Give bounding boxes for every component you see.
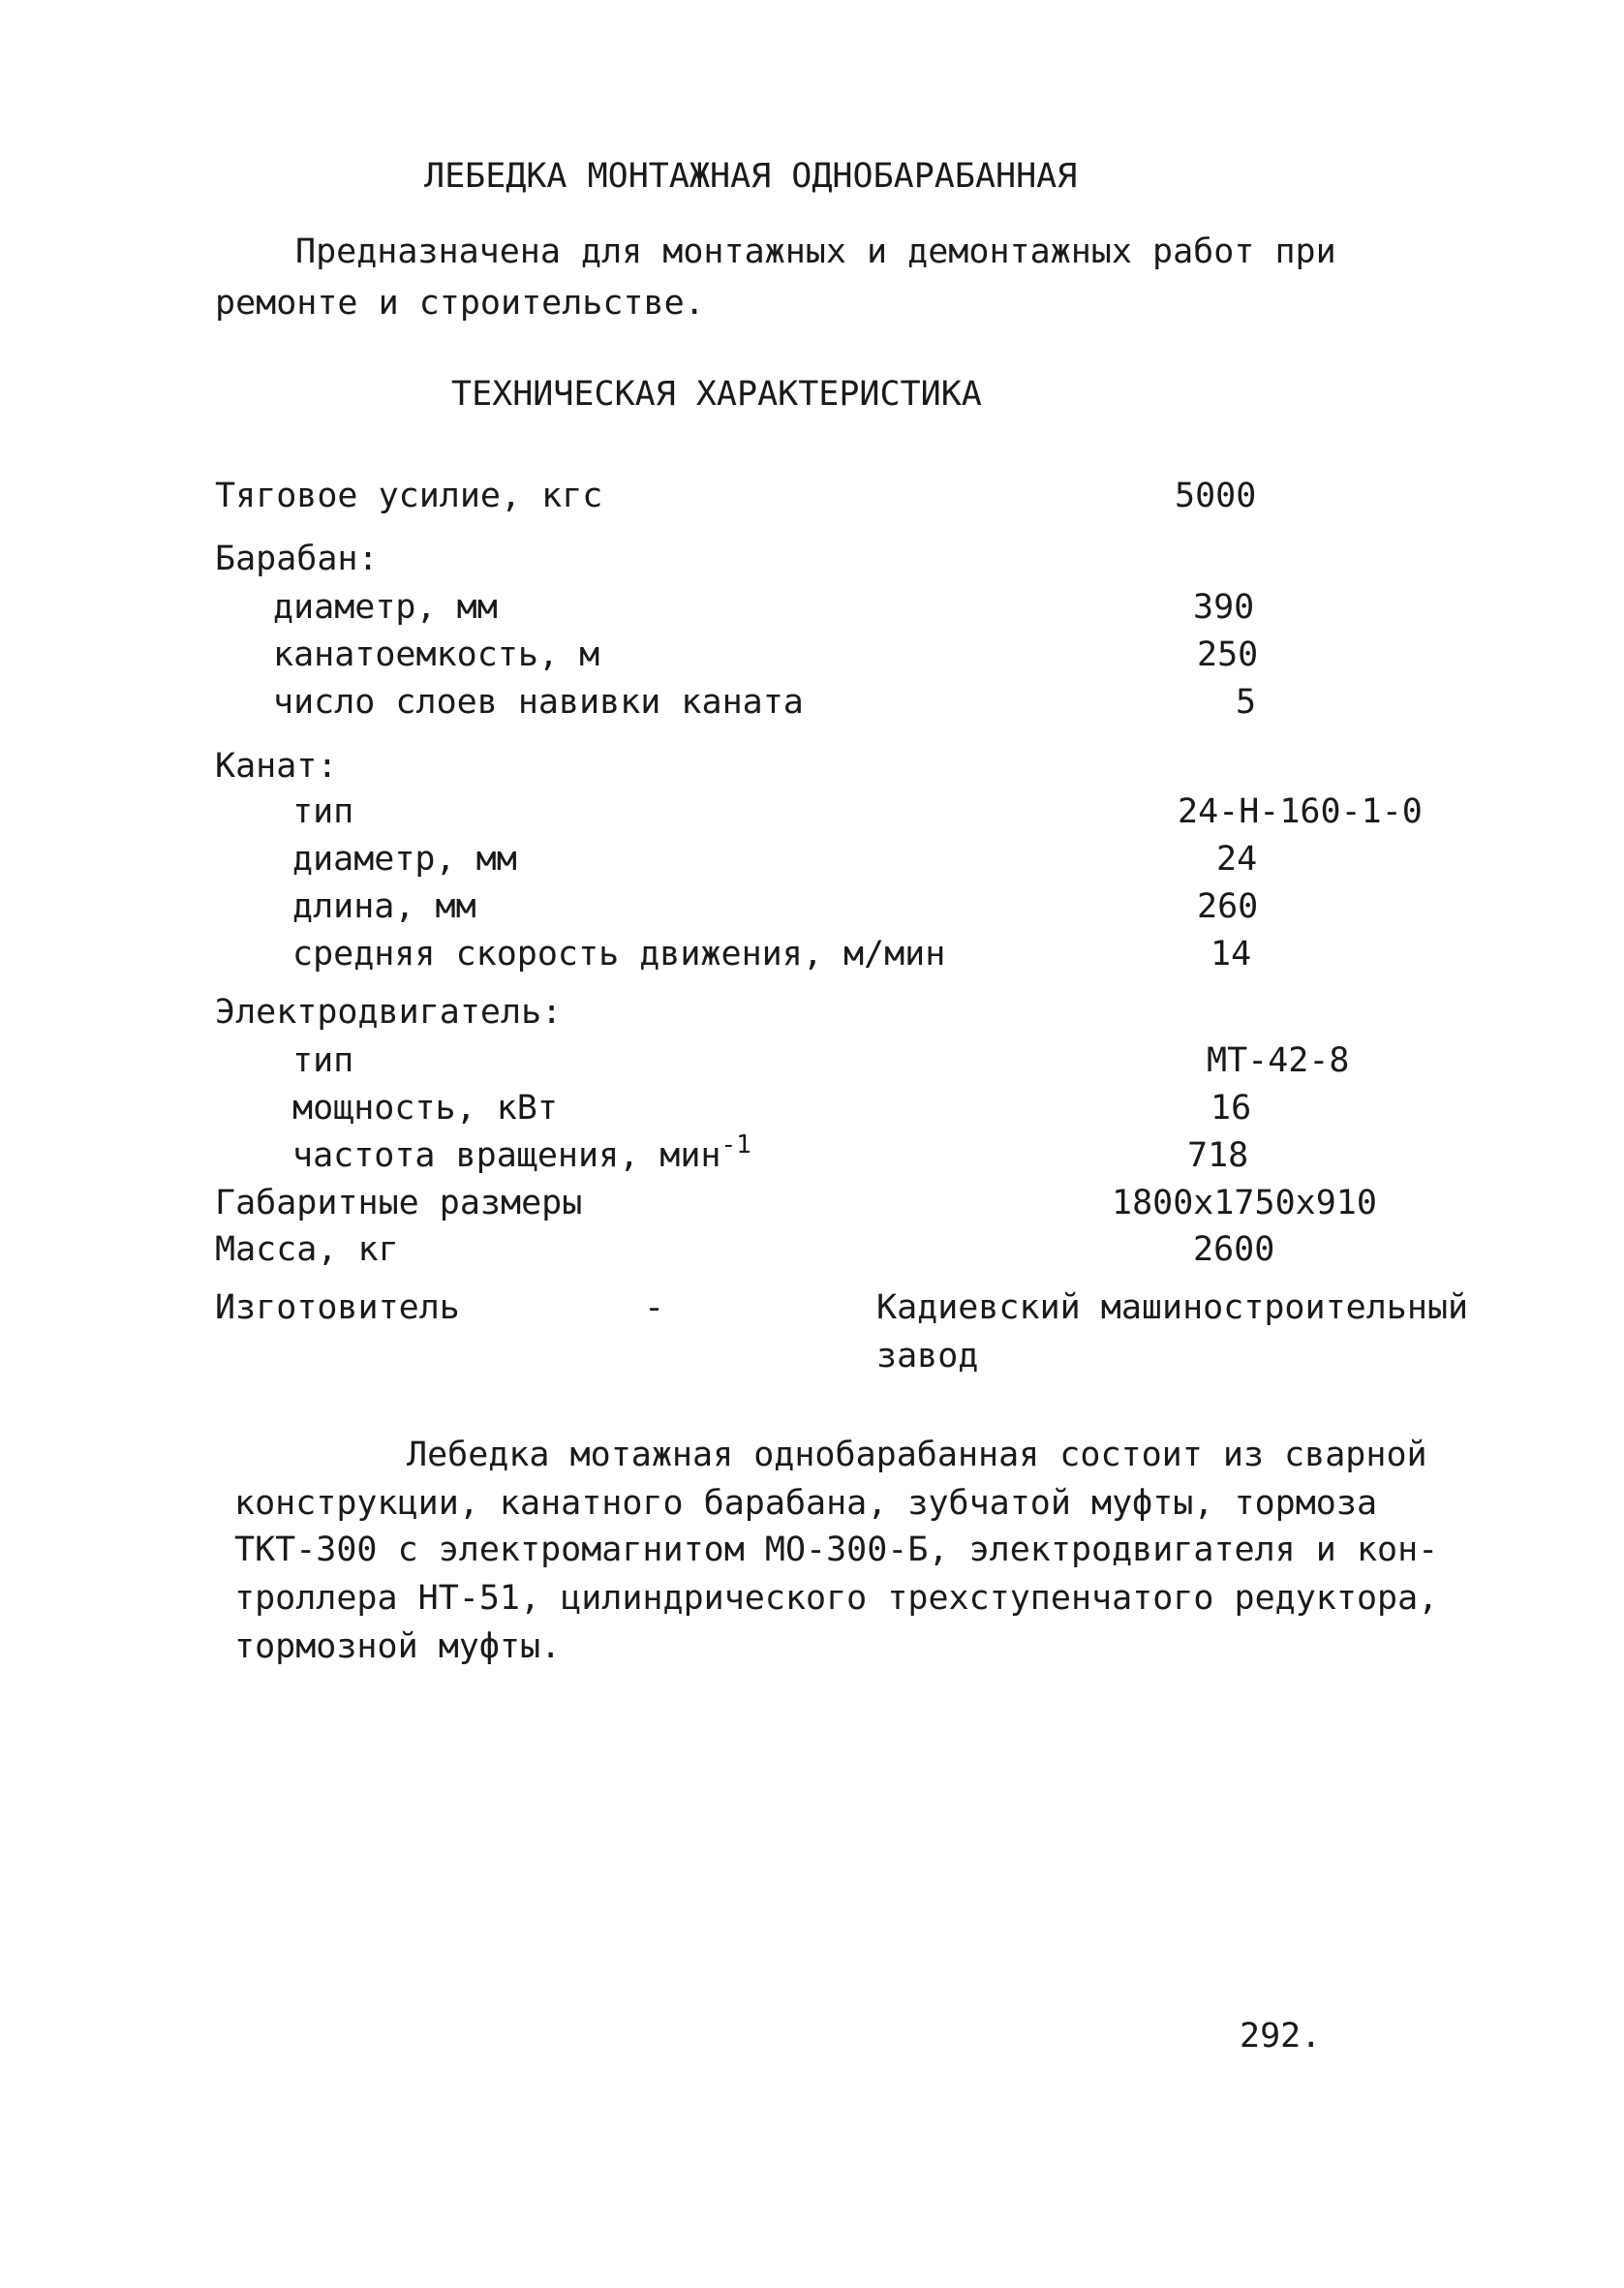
intro-line-2: ремонте и строительстве. [215, 284, 705, 323]
dims-label: Габаритные размеры [215, 1184, 583, 1222]
dims-value: 1800х1750х910 [1112, 1184, 1377, 1222]
motor-type-value: МТ-42-8 [1207, 1041, 1350, 1080]
document-title: ЛЕБЕДКА МОНТАЖНАЯ ОДНОБАРАБАННАЯ [424, 157, 1078, 196]
description-line-3: ТКТ-300 с электромагнитом МО-300-Б, электродвигателя и кон- [234, 1530, 1439, 1569]
rope-type-label: тип [292, 792, 354, 831]
rope-diameter-label: диаметр, мм [292, 840, 517, 879]
description-line-5: тормозной муфты. [234, 1627, 562, 1666]
traction-value: 5000 [1175, 477, 1257, 515]
rope-speed-label: средняя скорость движения, м/мин [292, 935, 946, 974]
motor-heading: Электродвигатель: [215, 993, 563, 1032]
motor-rpm-exponent: -1 [720, 1130, 751, 1159]
motor-rpm-label [292, 1130, 751, 1175]
rope-length-value: 260 [1197, 887, 1259, 926]
description-line-1: Лебедка мотажная однобарабанная состоит из сварной [407, 1436, 1427, 1474]
rope-diameter-value: 24 [1216, 840, 1258, 879]
rope-length-label: длина, мм [292, 887, 476, 926]
maker-dash: - [644, 1288, 665, 1327]
traction-label: Тяговое усилие, кгс [215, 477, 603, 515]
mass-value: 2600 [1193, 1230, 1275, 1269]
motor-power-label: мощность, кВт [292, 1089, 558, 1128]
maker-label: Изготовитель [215, 1288, 460, 1327]
rope-type-value: 24-Н-160-1-0 [1178, 792, 1423, 831]
intro-line-1: Предназначена для монтажных и демонтажных работ при [295, 232, 1336, 271]
drum-diameter-value: 390 [1193, 588, 1255, 627]
drum-heading: Барабан: [215, 540, 379, 578]
drum-capacity-label: канатоемкость, м [273, 635, 600, 674]
mass-label: Масса, кг [215, 1230, 399, 1269]
description-line-4: троллера НТ-51, цилиндрического трехступенчатого редуктора, [234, 1579, 1439, 1618]
description-line-2: конструкции, канатного барабана, зубчатой муфты, тормоза [234, 1484, 1378, 1523]
maker-value-line-1: Кадиевский машиностроительный [876, 1288, 1469, 1327]
motor-type-label: тип [292, 1041, 354, 1080]
maker-value-line-2: завод [876, 1337, 979, 1376]
motor-power-value: 16 [1210, 1089, 1252, 1128]
motor-rpm-value: 718 [1187, 1136, 1249, 1175]
rope-heading: Канат: [215, 747, 338, 786]
drum-diameter-label: диаметр, мм [273, 588, 498, 627]
spec-section-title: ТЕХНИЧЕСКАЯ ХАРАКТЕРИСТИКА [451, 375, 982, 414]
drum-capacity-value: 250 [1197, 635, 1259, 674]
page-number: 292. [1240, 2017, 1322, 2056]
drum-layers-label: число слоев навивки каната [273, 683, 804, 722]
motor-rpm-label-text: частота вращения, мин [292, 1136, 721, 1175]
rope-speed-value: 14 [1210, 935, 1252, 974]
drum-layers-value: 5 [1236, 683, 1257, 722]
